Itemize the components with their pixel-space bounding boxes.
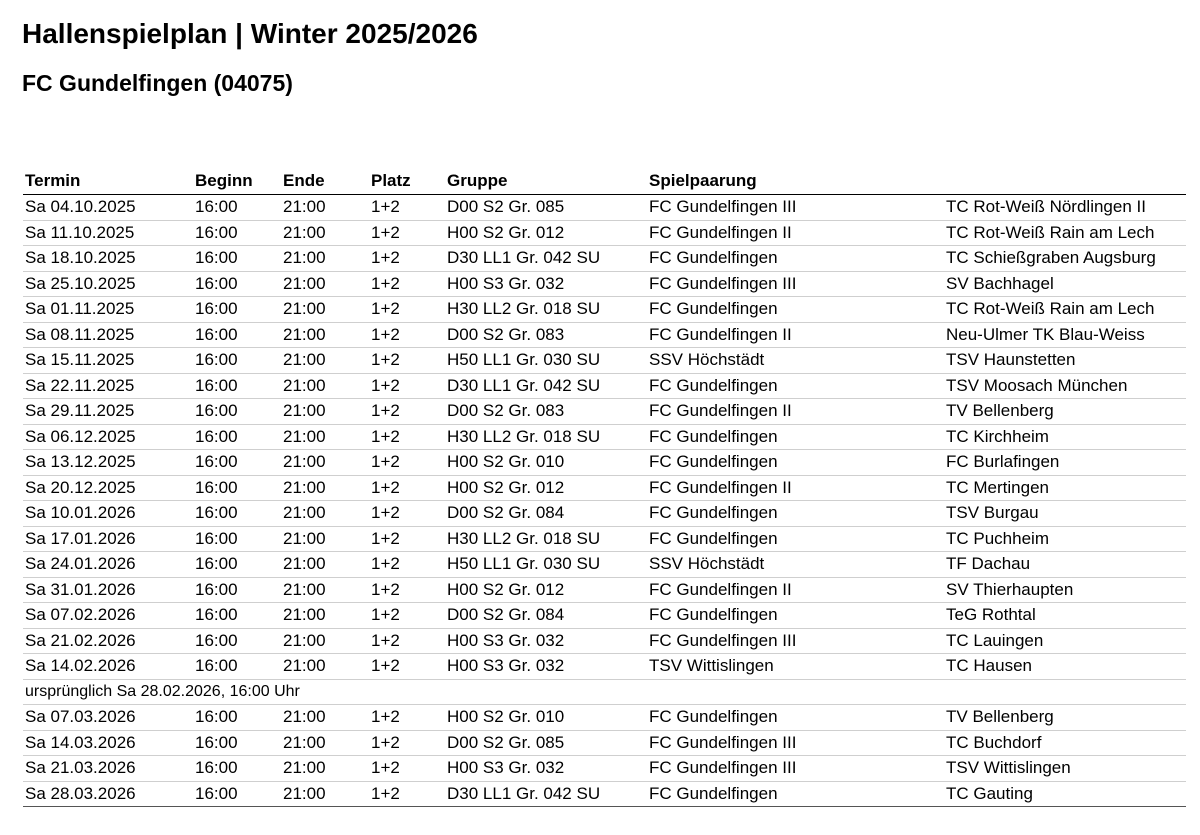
cell-ende: 21:00 — [281, 654, 369, 680]
cell-termin: Sa 31.01.2026 — [23, 577, 193, 603]
cell-gruppe: D30 LL1 Gr. 042 SU — [445, 246, 647, 272]
column-header-termin: Termin — [23, 168, 193, 195]
table-row — [23, 526, 1186, 552]
cell-termin: Sa 10.01.2026 — [23, 501, 193, 527]
cell-beginn: 16:00 — [193, 297, 281, 323]
cell-gruppe: H50 LL1 Gr. 030 SU — [445, 348, 647, 374]
table-row — [23, 552, 1186, 578]
cell-home: FC Gundelfingen — [647, 450, 944, 476]
cell-beginn: 16:00 — [193, 781, 281, 807]
cell-termin: Sa 07.03.2026 — [23, 705, 193, 731]
cell-away: TC Hausen — [944, 654, 1186, 680]
cell-beginn: 16:00 — [193, 705, 281, 731]
cell-gruppe: H00 S2 Gr. 012 — [445, 577, 647, 603]
cell-gruppe: H00 S3 Gr. 032 — [445, 756, 647, 782]
table-row — [23, 195, 1186, 221]
cell-ende: 21:00 — [281, 577, 369, 603]
cell-away: TC Rot-Weiß Rain am Lech — [944, 297, 1186, 323]
cell-away: TSV Burgau — [944, 501, 1186, 527]
column-header-spielpaarung: Spielpaarung — [647, 168, 944, 195]
cell-platz: 1+2 — [369, 552, 445, 578]
cell-ende: 21:00 — [281, 526, 369, 552]
cell-gruppe: D00 S2 Gr. 084 — [445, 603, 647, 629]
cell-platz: 1+2 — [369, 475, 445, 501]
cell-away: TSV Wittislingen — [944, 756, 1186, 782]
cell-termin: Sa 11.10.2025 — [23, 220, 193, 246]
cell-away: SV Thierhaupten — [944, 577, 1186, 603]
cell-away: TF Dachau — [944, 552, 1186, 578]
cell-away: FC Burlafingen — [944, 450, 1186, 476]
cell-home: FC Gundelfingen — [647, 603, 944, 629]
cell-platz: 1+2 — [369, 399, 445, 425]
cell-ende: 21:00 — [281, 781, 369, 807]
cell-beginn: 16:00 — [193, 475, 281, 501]
cell-beginn: 16:00 — [193, 603, 281, 629]
cell-ende: 21:00 — [281, 246, 369, 272]
cell-platz: 1+2 — [369, 654, 445, 680]
cell-ende: 21:00 — [281, 628, 369, 654]
cell-away: TeG Rothtal — [944, 603, 1186, 629]
cell-gruppe: H00 S2 Gr. 012 — [445, 220, 647, 246]
cell-gruppe: H00 S2 Gr. 010 — [445, 705, 647, 731]
cell-beginn: 16:00 — [193, 348, 281, 374]
cell-ende: 21:00 — [281, 424, 369, 450]
cell-home: FC Gundelfingen — [647, 705, 944, 731]
cell-platz: 1+2 — [369, 781, 445, 807]
cell-beginn: 16:00 — [193, 195, 281, 221]
cell-platz: 1+2 — [369, 603, 445, 629]
cell-beginn: 16:00 — [193, 730, 281, 756]
cell-termin: Sa 24.01.2026 — [23, 552, 193, 578]
table-row — [23, 756, 1186, 782]
cell-beginn: 16:00 — [193, 552, 281, 578]
cell-beginn: 16:00 — [193, 756, 281, 782]
cell-termin: Sa 29.11.2025 — [23, 399, 193, 425]
cell-home: FC Gundelfingen — [647, 297, 944, 323]
cell-platz: 1+2 — [369, 373, 445, 399]
cell-platz: 1+2 — [369, 577, 445, 603]
cell-ende: 21:00 — [281, 501, 369, 527]
cell-ende: 21:00 — [281, 399, 369, 425]
cell-platz: 1+2 — [369, 526, 445, 552]
cell-platz: 1+2 — [369, 756, 445, 782]
cell-beginn: 16:00 — [193, 271, 281, 297]
cell-gruppe: D00 S2 Gr. 085 — [445, 195, 647, 221]
cell-gruppe: D00 S2 Gr. 084 — [445, 501, 647, 527]
cell-gruppe: D00 S2 Gr. 083 — [445, 399, 647, 425]
cell-ende: 21:00 — [281, 705, 369, 731]
cell-termin: Sa 14.02.2026 — [23, 654, 193, 680]
table-row — [23, 246, 1186, 272]
table-row — [23, 730, 1186, 756]
cell-away: TC Gauting — [944, 781, 1186, 807]
schedule-body — [23, 195, 1186, 807]
cell-gruppe: H00 S2 Gr. 010 — [445, 450, 647, 476]
cell-termin: Sa 21.03.2026 — [23, 756, 193, 782]
column-header-gruppe: Gruppe — [445, 168, 647, 195]
table-row — [23, 654, 1186, 680]
cell-home: SSV Höchstädt — [647, 552, 944, 578]
cell-home: FC Gundelfingen — [647, 501, 944, 527]
cell-platz: 1+2 — [369, 246, 445, 272]
column-header-platz: Platz — [369, 168, 445, 195]
cell-home: FC Gundelfingen — [647, 526, 944, 552]
cell-termin: Sa 21.02.2026 — [23, 628, 193, 654]
table-row — [23, 399, 1186, 425]
cell-gruppe: H50 LL1 Gr. 030 SU — [445, 552, 647, 578]
cell-home: FC Gundelfingen II — [647, 399, 944, 425]
cell-beginn: 16:00 — [193, 246, 281, 272]
cell-platz: 1+2 — [369, 424, 445, 450]
cell-gruppe: H30 LL2 Gr. 018 SU — [445, 526, 647, 552]
cell-gruppe: D00 S2 Gr. 085 — [445, 730, 647, 756]
cell-termin: Sa 08.11.2025 — [23, 322, 193, 348]
cell-gruppe: H00 S3 Gr. 032 — [445, 628, 647, 654]
cell-ende: 21:00 — [281, 297, 369, 323]
cell-termin: Sa 20.12.2025 — [23, 475, 193, 501]
table-row — [23, 781, 1186, 807]
cell-home: FC Gundelfingen — [647, 373, 944, 399]
reschedule-note: ursprünglich Sa 28.02.2026, 16:00 Uhr — [23, 679, 1186, 705]
cell-ende: 21:00 — [281, 195, 369, 221]
schedule-table — [23, 168, 1186, 807]
cell-platz: 1+2 — [369, 705, 445, 731]
cell-termin: Sa 06.12.2025 — [23, 424, 193, 450]
cell-home: FC Gundelfingen II — [647, 577, 944, 603]
table-row — [23, 501, 1186, 527]
cell-beginn: 16:00 — [193, 577, 281, 603]
cell-away: TC Schießgraben Augsburg — [944, 246, 1186, 272]
cell-platz: 1+2 — [369, 628, 445, 654]
cell-platz: 1+2 — [369, 730, 445, 756]
cell-home: FC Gundelfingen — [647, 781, 944, 807]
cell-gruppe: H00 S3 Gr. 032 — [445, 654, 647, 680]
cell-ende: 21:00 — [281, 450, 369, 476]
cell-ende: 21:00 — [281, 603, 369, 629]
cell-platz: 1+2 — [369, 348, 445, 374]
cell-gruppe: D30 LL1 Gr. 042 SU — [445, 373, 647, 399]
cell-ende: 21:00 — [281, 220, 369, 246]
cell-beginn: 16:00 — [193, 628, 281, 654]
table-row — [23, 628, 1186, 654]
cell-beginn: 16:00 — [193, 399, 281, 425]
page-title: Hallenspielplan | Winter 2025/2026 — [22, 18, 478, 49]
cell-gruppe: D30 LL1 Gr. 042 SU — [445, 781, 647, 807]
cell-beginn: 16:00 — [193, 526, 281, 552]
table-row — [23, 450, 1186, 476]
table-row — [23, 297, 1186, 323]
cell-beginn: 16:00 — [193, 220, 281, 246]
cell-gruppe: H30 LL2 Gr. 018 SU — [445, 297, 647, 323]
cell-ende: 21:00 — [281, 348, 369, 374]
cell-ende: 21:00 — [281, 271, 369, 297]
cell-away: TC Lauingen — [944, 628, 1186, 654]
cell-home: FC Gundelfingen III — [647, 756, 944, 782]
table-row — [23, 348, 1186, 374]
table-row-note — [23, 679, 1186, 705]
cell-termin: Sa 15.11.2025 — [23, 348, 193, 374]
cell-platz: 1+2 — [369, 297, 445, 323]
cell-gruppe: H30 LL2 Gr. 018 SU — [445, 424, 647, 450]
cell-ende: 21:00 — [281, 552, 369, 578]
cell-platz: 1+2 — [369, 271, 445, 297]
cell-home: FC Gundelfingen — [647, 246, 944, 272]
cell-platz: 1+2 — [369, 501, 445, 527]
table-header-row — [23, 168, 1186, 195]
cell-away: TC Buchdorf — [944, 730, 1186, 756]
cell-away: SV Bachhagel — [944, 271, 1186, 297]
cell-home: SSV Höchstädt — [647, 348, 944, 374]
cell-gruppe: H00 S3 Gr. 032 — [445, 271, 647, 297]
cell-beginn: 16:00 — [193, 424, 281, 450]
cell-home: FC Gundelfingen — [647, 424, 944, 450]
cell-platz: 1+2 — [369, 195, 445, 221]
cell-away: TV Bellenberg — [944, 399, 1186, 425]
cell-home: FC Gundelfingen III — [647, 271, 944, 297]
table-row — [23, 577, 1186, 603]
cell-beginn: 16:00 — [193, 322, 281, 348]
cell-home: FC Gundelfingen III — [647, 195, 944, 221]
cell-termin: Sa 25.10.2025 — [23, 271, 193, 297]
club-name: FC Gundelfingen (04075) — [22, 70, 293, 96]
cell-termin: Sa 04.10.2025 — [23, 195, 193, 221]
table-row — [23, 603, 1186, 629]
cell-away: TC Rot-Weiß Rain am Lech — [944, 220, 1186, 246]
table-row — [23, 475, 1186, 501]
cell-termin: Sa 13.12.2025 — [23, 450, 193, 476]
table-row — [23, 322, 1186, 348]
table-row — [23, 424, 1186, 450]
cell-away: TC Mertingen — [944, 475, 1186, 501]
cell-termin: Sa 01.11.2025 — [23, 297, 193, 323]
cell-ende: 21:00 — [281, 373, 369, 399]
cell-away: TC Kirchheim — [944, 424, 1186, 450]
cell-home: TSV Wittislingen — [647, 654, 944, 680]
cell-beginn: 16:00 — [193, 373, 281, 399]
cell-platz: 1+2 — [369, 220, 445, 246]
cell-ende: 21:00 — [281, 322, 369, 348]
cell-termin: Sa 17.01.2026 — [23, 526, 193, 552]
cell-away: Neu-Ulmer TK Blau-Weiss — [944, 322, 1186, 348]
cell-away: TSV Moosach München — [944, 373, 1186, 399]
cell-gruppe: H00 S2 Gr. 012 — [445, 475, 647, 501]
cell-ende: 21:00 — [281, 730, 369, 756]
cell-termin: Sa 28.03.2026 — [23, 781, 193, 807]
column-header-spacer — [944, 168, 1186, 195]
cell-termin: Sa 14.03.2026 — [23, 730, 193, 756]
cell-home: FC Gundelfingen II — [647, 475, 944, 501]
cell-home: FC Gundelfingen II — [647, 322, 944, 348]
cell-platz: 1+2 — [369, 322, 445, 348]
cell-home: FC Gundelfingen III — [647, 628, 944, 654]
table-row — [23, 705, 1186, 731]
cell-beginn: 16:00 — [193, 501, 281, 527]
cell-ende: 21:00 — [281, 756, 369, 782]
cell-home: FC Gundelfingen II — [647, 220, 944, 246]
table-row — [23, 220, 1186, 246]
cell-termin: Sa 22.11.2025 — [23, 373, 193, 399]
column-header-ende: Ende — [281, 168, 369, 195]
cell-home: FC Gundelfingen III — [647, 730, 944, 756]
cell-beginn: 16:00 — [193, 654, 281, 680]
cell-beginn: 16:00 — [193, 450, 281, 476]
cell-away: TV Bellenberg — [944, 705, 1186, 731]
cell-termin: Sa 07.02.2026 — [23, 603, 193, 629]
cell-gruppe: D00 S2 Gr. 083 — [445, 322, 647, 348]
table-row — [23, 373, 1186, 399]
cell-away: TSV Haunstetten — [944, 348, 1186, 374]
cell-ende: 21:00 — [281, 475, 369, 501]
cell-away: TC Puchheim — [944, 526, 1186, 552]
column-header-beginn: Beginn — [193, 168, 281, 195]
cell-away: TC Rot-Weiß Nördlingen II — [944, 195, 1186, 221]
cell-platz: 1+2 — [369, 450, 445, 476]
table-row — [23, 271, 1186, 297]
cell-termin: Sa 18.10.2025 — [23, 246, 193, 272]
